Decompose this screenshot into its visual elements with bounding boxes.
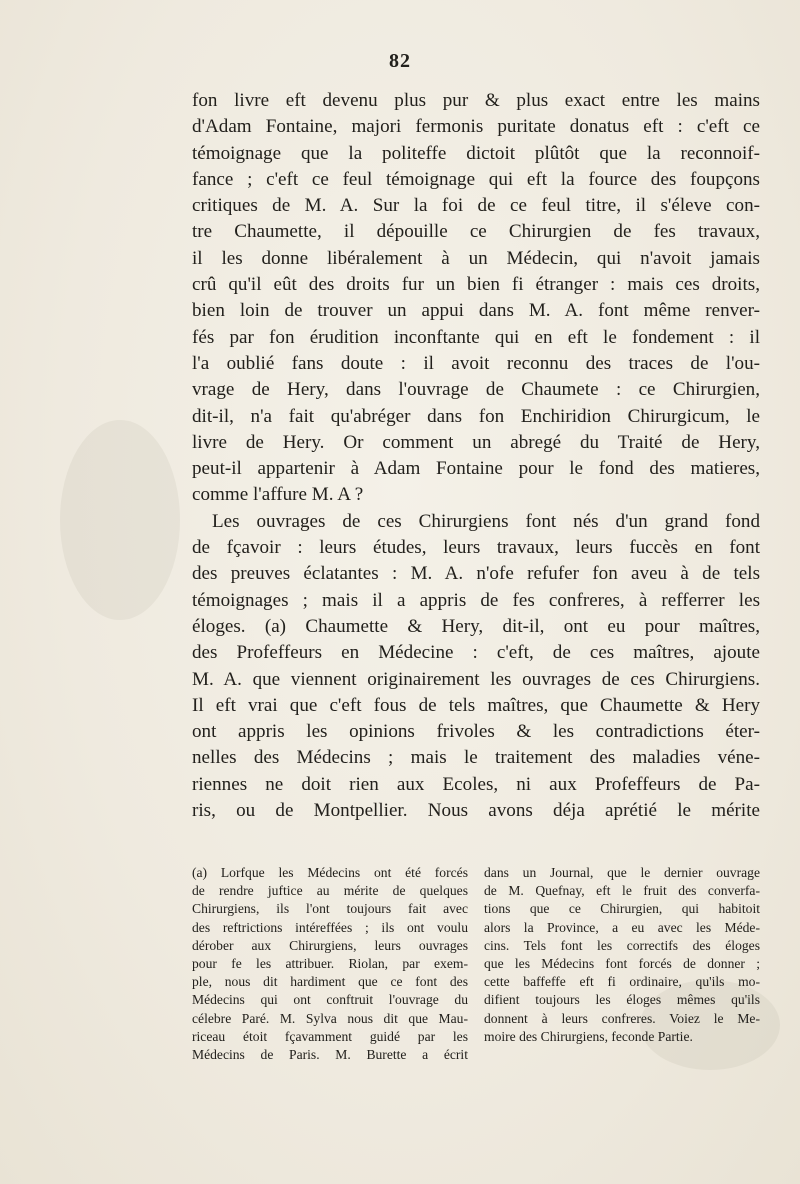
text-line: témoignages ; mais il a appris de fes confreres, à refferrer les (192, 589, 760, 611)
footnote-column-right (484, 864, 760, 1046)
footnote-line: dérober aux Chirurgiens, leurs ouvrages (192, 937, 468, 953)
text-line: ont appris les opinions frivoles & les contradictions éter- (192, 721, 760, 743)
text-line: critiques de M. A. Sur la foi de ce feul titre, il s'éleve con- (192, 195, 760, 217)
text-line: vrage de Hery, dans l'ouvrage de Chaumete : ce Chirurgien, (192, 379, 760, 401)
footnote-line: riceau étoit fçavamment guidé par les (192, 1028, 468, 1044)
footnote-line: Chirurgiens, ils l'ont toujours fait avec (192, 901, 468, 917)
footnote-line: cins. Tels font les correctifs des éloges (484, 937, 760, 953)
footnote-line: célebre Paré. M. Sylva nous dit que Mau- (192, 1010, 468, 1026)
text-line: livre de Hery. Or comment un abregé du Traité de Hery, (192, 431, 760, 453)
text-line: l'a oublié fans doute : il avoit reconnu des traces de l'ou- (192, 352, 760, 374)
page-number: 82 (389, 50, 411, 72)
text-line: M. A. que viennent originairement les ouvrages de ces Chirurgiens. (192, 668, 760, 690)
footnote-line: difient toujours les éloges mêmes qu'ils (484, 992, 760, 1008)
footnote-line: de M. Quefnay, eft le fruit des converfa- (484, 883, 760, 899)
text-line: témoignage que la politeffe dictoit plûtôt que la reconnoif- (192, 142, 760, 164)
text-line: riennes ne doit rien aux Ecoles, ni aux Profeffeurs de Pa- (192, 773, 760, 795)
text-line: comme l'affure M. A ? (192, 484, 364, 506)
text-line: fance ; c'eft ce feul témoignage qui eft la fource des foupçons (192, 168, 760, 190)
text-line: des Profeffeurs en Médecine : c'eft, de ces maîtres, ajoute (192, 642, 760, 664)
text-line: des preuves éclatantes : M. A. n'ofe refufer fon aveu à de tels (192, 563, 760, 585)
main-text (192, 88, 760, 824)
text-line: tre Chaumette, il dépouille ce Chirurgien de fes travaux, (192, 221, 760, 243)
text-line: nelles des Médecins ; mais le traitement des maladies véne- (192, 747, 760, 769)
footnote-line: ple, nous dit hardiment que ce font des (192, 974, 468, 990)
footnote-line: de rendre juftice au mérite de quelques (192, 883, 468, 899)
footnote-line: que les Médecins font forcés de donner ; (484, 956, 760, 972)
text-line: il les donne libéralement à un Médecin, qui n'avoit jamais (192, 247, 760, 269)
footnote-line: dans un Journal, que le dernier ouvrage (484, 865, 760, 880)
text-line: bien loin de trouver un appui dans M. A. font même renver- (192, 300, 760, 322)
text-line: peut-il appartenir à Adam Fontaine pour le fond des matieres, (192, 458, 760, 480)
footnote-line: moire des Chirurgiens, feconde Partie. (484, 1028, 693, 1044)
text-line: Les ouvrages de ces Chirurgiens font nés d'un grand fond (212, 510, 760, 532)
footnote-line: donnent à leurs confreres. Voiez le Me- (484, 1010, 760, 1026)
footnote-column-left (192, 864, 468, 1064)
text-line: fon livre eft devenu plus pur & plus exact entre les mains (192, 90, 760, 111)
text-line: ris, ou de Montpellier. Nous avons déja aprétié le mérite (192, 800, 760, 822)
text-line: crû qu'il eût des droits fur un bien fi étranger : mais ces droits, (192, 274, 760, 296)
footnote-line: pour fe les attribuer. Riolan, par exem- (192, 956, 468, 972)
text-line: fés par fon érudition inconftante qui en eft le fondement : il (192, 326, 760, 348)
text-line: de fçavoir : leurs études, leurs travaux, leurs fuccès en font (192, 537, 760, 559)
footnote-line: alors la Province, a eu avec les Méde- (484, 919, 760, 935)
footnote-line: tions que ce Chirurgien, qui habitoit (484, 901, 760, 917)
footnote-line: Médecins de Paris. M. Burette a écrit (192, 1047, 468, 1063)
footnote-line: Médecins qui ont conftruit l'ouvrage du (192, 992, 468, 1008)
text-line: d'Adam Fontaine, majori fermonis puritate donatus eft : c'eft ce (192, 116, 760, 138)
text-line: Il eft vrai que c'eft fous de tels maîtres, que Chaumette & Hery (192, 694, 760, 716)
paper-stain (60, 420, 180, 620)
text-line: éloges. (a) Chaumette & Hery, dit-il, ont eu pour maîtres, (192, 615, 760, 637)
footnote-line: cette baffeffe eft fi ordinaire, qu'ils mo- (484, 974, 760, 990)
footnote-line: (a) Lorfque les Médecins ont été forcés (192, 865, 468, 880)
text-line: dit-il, n'a fait qu'abréger dans fon Enchiridion Chirurgicum, le (192, 405, 760, 427)
footnote-line: des reftrictions intéreffées ; ils ont voulu (192, 919, 468, 935)
